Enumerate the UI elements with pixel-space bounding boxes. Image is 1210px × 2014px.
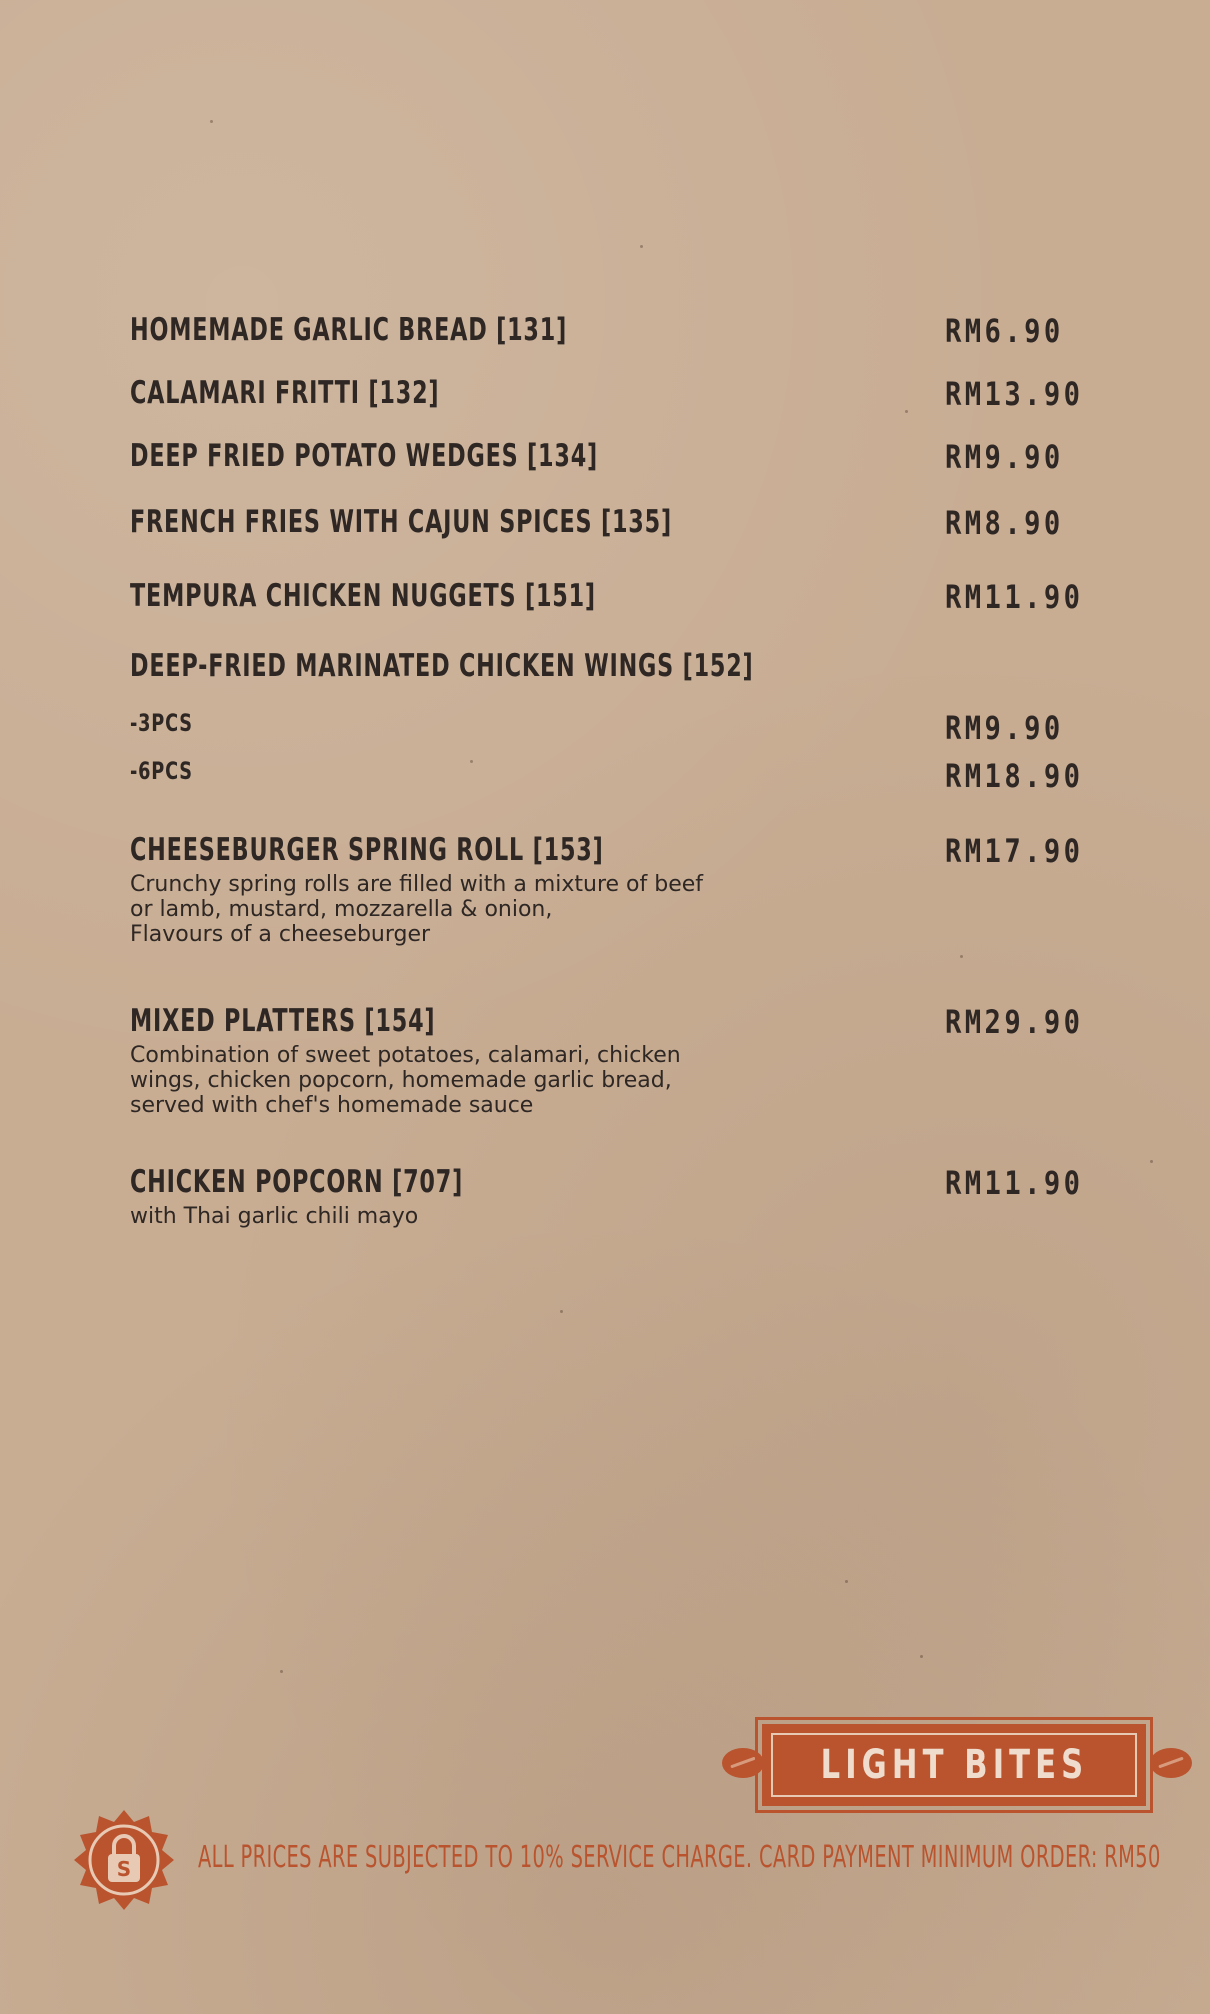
menu-item — [130, 438, 1090, 474]
menu-item-variant — [130, 757, 1090, 795]
menu-item-name: TEMPURA CHICKEN NUGGETS [151] — [130, 578, 596, 614]
football-right-icon — [1150, 1748, 1192, 1778]
menu-item — [130, 1164, 1090, 1229]
paper-speck — [210, 120, 213, 123]
section-banner — [762, 1724, 1146, 1806]
menu-item-name: DEEP-FRIED MARINATED CHICKEN WINGS [152] — [130, 648, 754, 684]
menu-item-price: RM8.90 — [945, 504, 1064, 542]
description-line: wings, chicken popcorn, homemade garlic bread, — [130, 1068, 672, 1093]
description-line: Combination of sweet potatoes, calamari, chicken — [130, 1043, 681, 1068]
menu-item-price: RM11.90 — [945, 1164, 1084, 1202]
menu-item — [130, 578, 1090, 614]
menu-item — [130, 1003, 1090, 1118]
menu-item-price: RM13.90 — [945, 375, 1084, 413]
variant-label: -3PCS — [130, 709, 193, 737]
menu-item-name: MIXED PLATTERS [154] — [130, 1003, 436, 1039]
seal-letter: S — [116, 1857, 132, 1881]
menu-item-price: RM11.90 — [945, 578, 1084, 616]
paper-speck — [920, 1655, 923, 1658]
menu-item-name: FRENCH FRIES WITH CAJUN SPICES [135] — [130, 504, 672, 540]
description-line: Flavours of a cheeseburger — [130, 922, 431, 947]
menu-item-name: CHICKEN POPCORN [707] — [130, 1164, 464, 1200]
menu-item — [130, 312, 1090, 348]
menu-item-name: HOMEMADE GARLIC BREAD [131] — [130, 312, 568, 348]
paper-speck — [640, 245, 643, 248]
service-charge-note: ALL PRICES ARE SUBJECTED TO 10% SERVICE CHARGE. CARD PAYMENT MINIMUM ORDER: RM50 — [198, 1840, 1161, 1875]
section-title: LIGHT BITES — [820, 1742, 1088, 1788]
description-line: Crunchy spring rolls are filled with a mixture of beef — [130, 872, 704, 897]
menu-item-price: RM6.90 — [945, 312, 1064, 350]
menu-item-name: CALAMARI FRITTI [132] — [130, 375, 440, 411]
menu-item-name: CHEESEBURGER SPRING ROLL [153] — [130, 832, 604, 868]
menu-item — [130, 832, 1090, 947]
paper-speck — [845, 1580, 848, 1583]
menu-item — [130, 504, 1090, 540]
menu-item-price: RM17.90 — [945, 832, 1084, 870]
menu-item-description — [130, 1204, 1090, 1229]
paper-speck — [560, 1310, 563, 1313]
description-line: or lamb, mustard, mozzarella & onion, — [130, 897, 553, 922]
menu-item-price: RM9.90 — [945, 438, 1064, 476]
variant-label: -6PCS — [130, 757, 193, 785]
paper-speck — [280, 1670, 283, 1673]
menu-item-name: DEEP FRIED POTATO WEDGES [134] — [130, 438, 599, 474]
variant-price: RM18.90 — [945, 757, 1084, 795]
seal-logo-icon — [72, 1808, 176, 1912]
menu-item-description — [130, 1043, 1090, 1118]
menu-item — [130, 375, 1090, 411]
menu-item — [130, 648, 1090, 684]
paper-speck — [960, 955, 963, 958]
menu-item-price: RM29.90 — [945, 1003, 1084, 1041]
menu-item-description — [130, 872, 1090, 947]
paper-speck — [1150, 1160, 1153, 1163]
description-line: served with chef's homemade sauce — [130, 1093, 534, 1118]
football-left-icon — [722, 1748, 764, 1778]
description-line: with Thai garlic chili mayo — [130, 1204, 419, 1229]
menu-item-variant — [130, 709, 1090, 747]
variant-price: RM9.90 — [945, 709, 1064, 747]
